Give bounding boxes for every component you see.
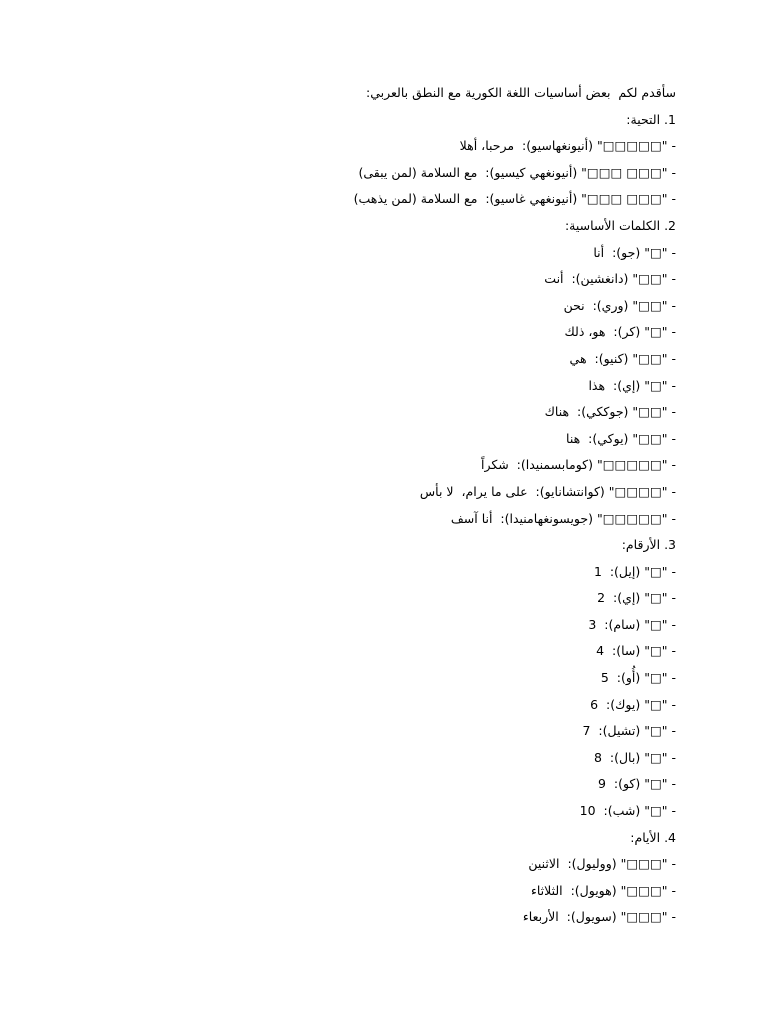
list-item: - "□" (يوك): 6 xyxy=(590,696,676,712)
list-item: - "□□□□" (كوانتشانايو): على ما يرام، لا بأس xyxy=(419,483,676,499)
list-item: - "□□□□□" (أنيونغهاسيو): مرحبا، أهلا xyxy=(459,138,676,154)
list-item: - "□□" (يوكي): هنا xyxy=(566,430,676,446)
intro-text: سأقدم لكم بعض أساسيات اللغة الكورية مع النطق بالعربي: xyxy=(366,85,676,100)
list-item: - "□" (سا): 4 xyxy=(596,643,676,659)
section-heading-numbers: 3. الأرقام: xyxy=(621,537,676,553)
list-item: - "□□□□□" (جويسونغهامنيدا): أنا آسف xyxy=(450,510,676,526)
list-item: - "□" (بال): 8 xyxy=(593,749,676,765)
list-item: - "□" (إي): 2 xyxy=(597,590,676,606)
list-item: - "□□□" (ووليول): الاثنين xyxy=(528,856,676,872)
list-item: - "□□□ □□□" (أنيونغهي غاسيو): مع السلامة (لمن يذهب) xyxy=(353,191,676,207)
document-body xyxy=(76,80,676,931)
list-item: - "□□" (وري): نحن xyxy=(563,297,676,313)
list-item: - "□" (أُو): 5 xyxy=(600,670,676,686)
list-item: - "□□" (كنيو): هي xyxy=(569,350,676,366)
section-heading-days: 4. الأيام: xyxy=(630,829,676,845)
list-item: - "□□" (دانغشين): أنت xyxy=(544,271,676,287)
list-item: - "□" (كر): هو، ذلك xyxy=(564,324,676,340)
list-item: - "□" (كو): 9 xyxy=(597,776,676,792)
list-item: - "□" (إي): هذا xyxy=(588,377,676,393)
list-item: - "□" (إيل): 1 xyxy=(593,563,676,579)
list-item: - "□□□" (هويول): الثلاثاء xyxy=(530,882,676,898)
list-item: - "□" (سام): 3 xyxy=(588,616,676,632)
section-heading-greetings: 1. التحية: xyxy=(626,111,676,127)
list-item: - "□" (تشيل): 7 xyxy=(582,723,676,739)
list-item: - "□" (شب): 10 xyxy=(579,803,676,819)
section-heading-basic-words: 2. الكلمات الأساسية: xyxy=(564,217,676,233)
list-item: - "□□" (جوككي): هناك xyxy=(544,404,676,420)
list-item: - "□" (جو): أنا xyxy=(593,244,676,260)
list-item: - "□□□□□" (كومابسمنيدا): شكراً xyxy=(480,457,676,473)
list-item: - "□□□" (سويول): الأربعاء xyxy=(522,909,676,925)
list-item: - "□□□ □□□" (أنيونغهي كيسيو): مع السلامة (لمن يبقى) xyxy=(358,164,676,180)
